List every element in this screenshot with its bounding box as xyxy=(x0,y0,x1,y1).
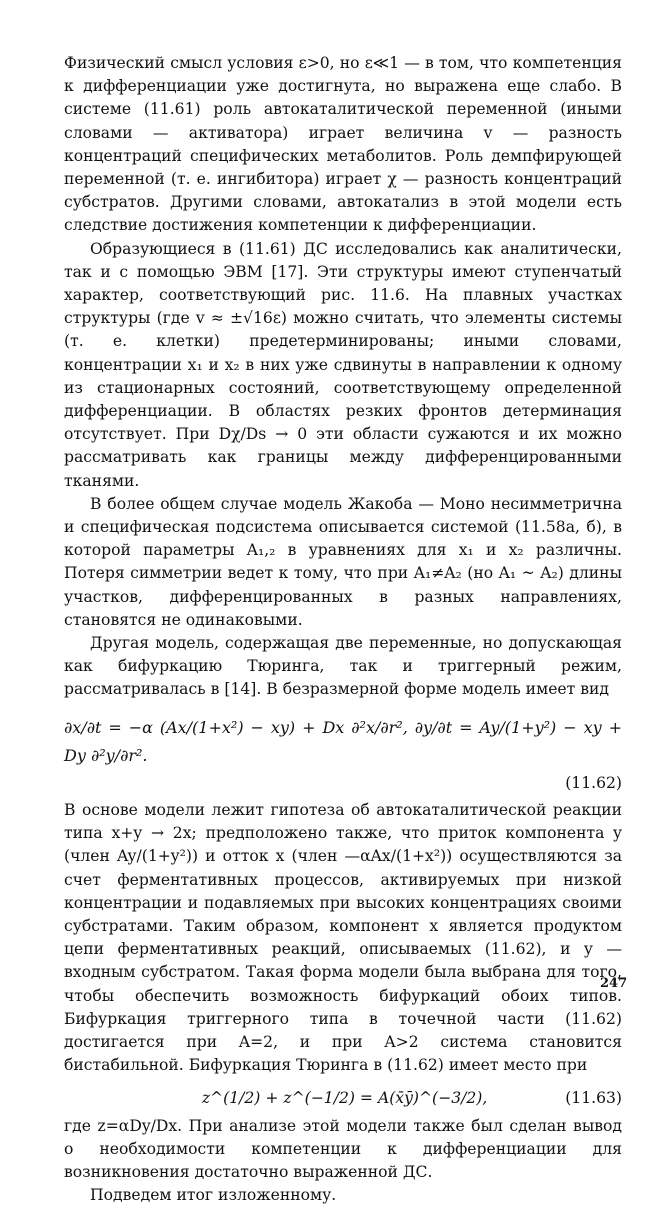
paragraph-2: Образующиеся в (11.61) ДС исследовались как аналитически, так и с помощью ЭВМ [17]. Эти структуры имеют ступенчатый характер, соответствующий рис. 11.6. На плавных участках структуры (где v ≈ ±√16ε) можно считать, что элементы системы (т. е. клетки) предетерминированы; иными словами, концентрации x₁ и x₂ в них уже сдвинуты в направлении к одному из стационарных состояний, соответствующему определенной дифференциации. В областях резких фронтов детерминация отсутствует. При Dχ/Ds → 0 эти области сужаются и их можно рассматривать как границы между дифференцированными тканями. xyxy=(64,239,622,490)
equation-11-63: z^(1/2) + z^(−1/2) = A(x̄ȳ)^(−3/2), xyxy=(201,1089,488,1108)
page-number: 247 xyxy=(600,976,628,991)
paragraph-4: Другая модель, содержащая две переменные, но допускающая как бифуркацию Тюринга, так и триггерный режим, рассматривалась в [14]. В безразмерной форме модель имеет вид xyxy=(64,634,622,699)
equation-number-11-63: (11.63) xyxy=(565,1089,622,1108)
paragraph-6: где z=αDy/Dx. При анализе этой модели также был сделан вывод о необходимости компетенции к дифференциации для возникновения достаточно выраженной ДС. xyxy=(64,1116,622,1181)
paragraph-5: В основе модели лежит гипотеза об автокаталитической реакции типа x+y → 2x; предположено также, что приток компонента y (член Ay/(1+y²)) и отток x (член —αAx/(1+x²)) осуществляются за счет ферментативных процессов, активируемых при низкой концентрации и подавляемых при высоких концентрациях своими субстратами. Таким образом, компонент x является продуктом цепи ферментативных реакций, описываемых (11.62), и y — входным субстратом. Такая форма модели была выбрана для того, чтобы обеспечить возможность бифуркаций обоих типов. Бифуркация триггерного типа в точечной части (11.62) достигается при A=2, и при A>2 система становится бистабильной. Бифуркация Тюринга в (11.62) имеет место при xyxy=(64,800,622,1075)
equation-11-63-row xyxy=(64,1087,622,1110)
body-text xyxy=(64,52,622,1207)
paragraph-3: В более общем случае модель Жакоба — Моно несимметрична и специфическая подсистема описывается системой (11.58а, б), в которой параметры A₁,₂ в уравнениях для x₁ и x₂ различны. Потеря симметрии ведет к тому, что при A₁≠A₂ (но A₁ ~ A₂) длины участков, дифференцированных в разных направлениях, становятся не одинаковыми. xyxy=(64,494,622,629)
paragraph-1: Физический смысл условия ε>0, но ε≪1 — в том, что компетенция к дифференциации уже достигнута, но выражена еще слабо. В системе (11.61) роль автокаталитической переменной (иными словами — активатора) играет величина v — разность концентраций специфических метаболитов. Роль демпфирующей переменной (т. е. ингибитора) играет χ — разность концентраций субстратов. Другими словами, автокатализ в этой модели есть следствие достижения компетенции к дифференциации. xyxy=(64,54,622,235)
equation-11-62: ∂x/∂t = −α (Ax/(1+x²) − xy) + Dx ∂²x/∂r², ∂y/∂t = Ay/(1+y²) − xy + Dy ∂²y/∂r². xyxy=(64,717,622,765)
equation-number-11-62: (11.62) xyxy=(565,773,622,792)
paragraph-7: Подведем итог изложенному. xyxy=(90,1186,337,1205)
